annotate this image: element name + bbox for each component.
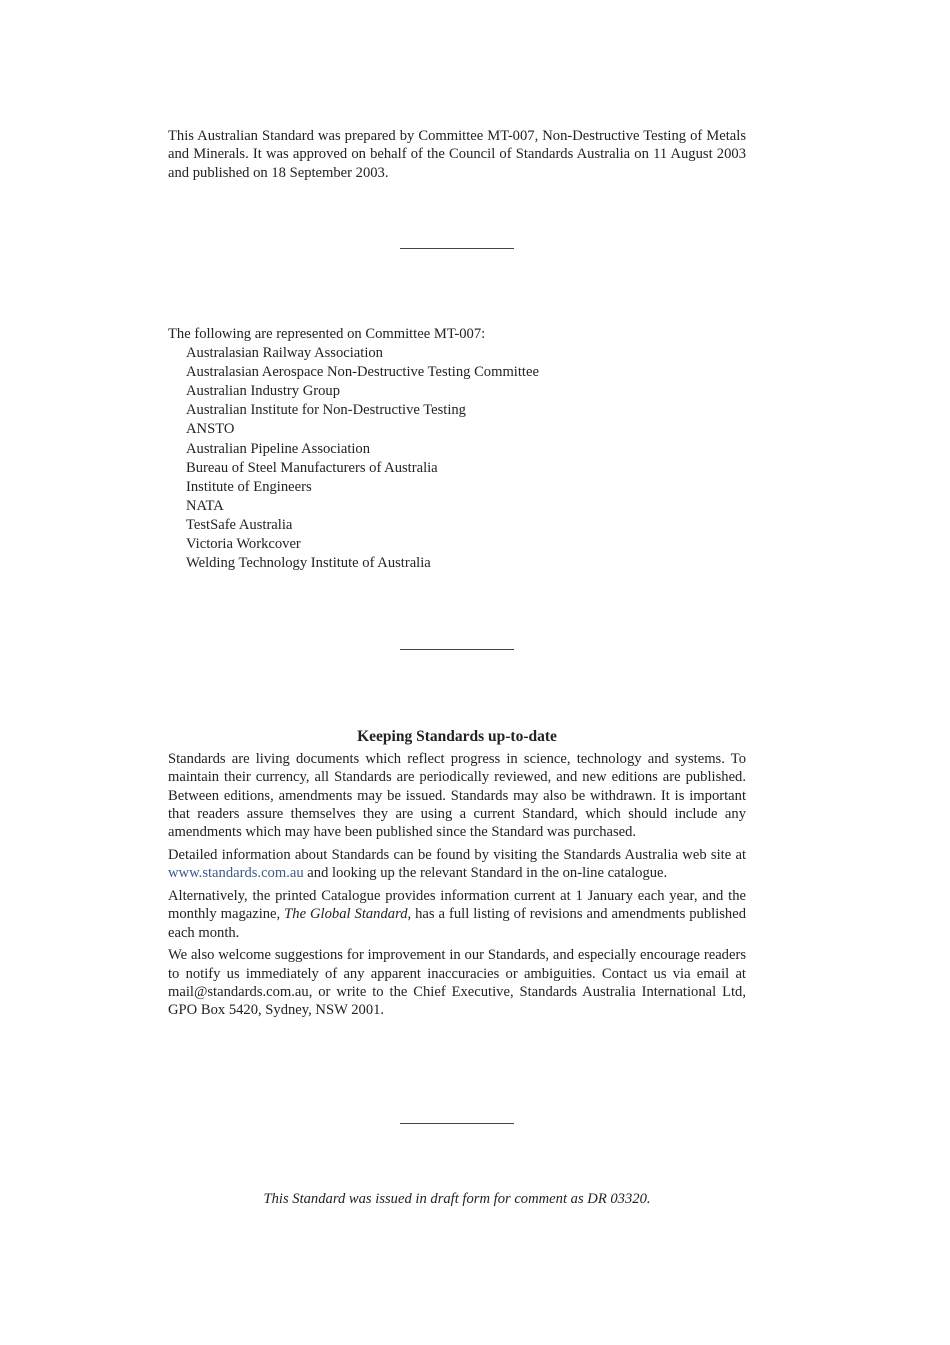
keeping-paragraph-1: Standards are living documents which reflect progress in science, technology and systems. To maintain their currency, all Standards are periodically reviewed, and new editions are published. Between editions, amendments may be issued. Standards may also be withdrawn. It is important that readers assure themselves they are using a current Standard, which should include any amendments which may have been published since the Standard was purchased. [168,751,746,841]
committee-member: NATA [186,497,224,514]
committee-heading: The following are represented on Committee MT-007: [168,326,486,342]
committee-member: Australian Industry Group [186,383,341,400]
keeping-paragraph-4: We also welcome suggestions for improvement in our Standards, and especially encourage readers to notify us immediately of any apparent inaccuracies or ambiguities. Contact us via email at mail@standards.com.au, or write to the Chief Executive, Standards Australia International Ltd, GPO Box 5420, Sydney, NSW 2001. [168,947,746,1019]
committee-section [168,325,746,573]
keeping-standards-section [168,727,746,1024]
keeping-paragraph-3 [168,887,746,942]
draft-note: This Standard was issued in draft form for comment as DR 03320. [263,1191,651,1207]
paragraph-text: Detailed information about Standards can be found by visiting the Standards Australia web site at [168,846,746,863]
committee-member: Australasian Railway Association [186,345,383,362]
committee-member: Australian Institute for Non-Destructive Testing [186,402,466,419]
section-divider-1 [400,248,514,249]
committee-member: Australian Pipeline Association [186,440,371,457]
paragraph-text: and looking up the relevant Standard in the on-line catalogue. [303,865,668,882]
intro-paragraph: This Australian Standard was prepared by Committee MT-007, Non-Destructive Testing of Metals and Minerals. It was approved on behalf of the Council of Standards Australia on 11 August 2003 and published on 18 September 2003. [168,128,746,181]
magazine-title: The Global Standard [284,906,408,923]
committee-member-list [168,344,746,573]
committee-member: TestSafe Australia [186,516,293,533]
keeping-paragraph-2 [168,846,746,883]
website-link[interactable]: www.standards.com.au [168,865,304,882]
paragraph-text: Alternatively, the printed Catalogue provides information current at 1 January each year, and the monthly magazine, [168,888,746,923]
paragraph-text: , has a full listing of revisions and amendments published each month. [168,906,746,941]
section-divider-3 [400,1123,514,1124]
committee-member: Welding Technology Institute of Australia [186,555,431,572]
section-title: Keeping Standards up-to-date [357,728,557,745]
committee-member: Institute of Engineers [186,478,312,495]
section-divider-2 [400,649,514,650]
committee-member: Bureau of Steel Manufacturers of Australia [186,459,438,476]
committee-member: Victoria Workcover [186,536,301,553]
committee-member: ANSTO [186,421,235,438]
committee-member: Australasian Aerospace Non-Destructive Testing Committee [186,364,539,381]
